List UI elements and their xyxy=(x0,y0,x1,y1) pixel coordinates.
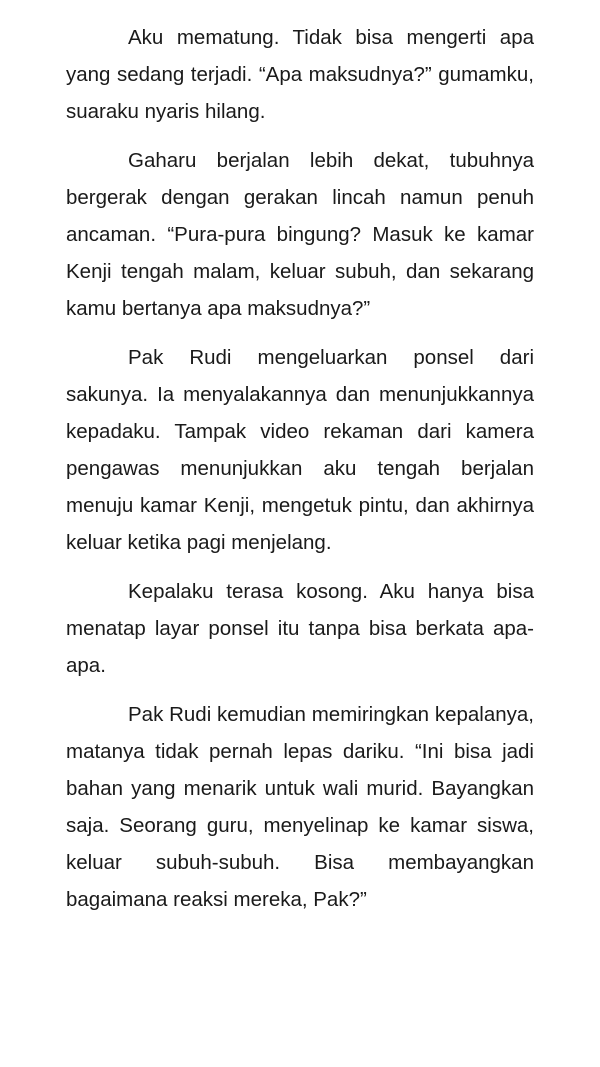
paragraph-4: Kepalaku terasa kosong. Aku hanya bisa menatap layar ponsel itu tanpa bisa berkata apa-apa. xyxy=(66,580,534,677)
paragraph-3: Pak Rudi mengeluarkan ponsel dari sakunya. Ia menyalakannya dan menunjukkannya kepadaku. Tampak video rekaman dari kamera pengawas menunjukkan aku tengah berjalan menuju kamar Kenji, mengetuk pintu, dan akhirnya keluar ketika pagi menjelang. xyxy=(66,346,534,554)
paragraph-5: Pak Rudi kemudian memiringkan kepalanya, matanya tidak pernah lepas dariku. “Ini bisa jadi bahan yang menarik untuk wali murid. Bayangkan saja. Seorang guru, menyelinap ke kamar siswa, keluar subuh-subuh. Bisa membayangkan bagaimana reaksi mereka, Pak?” xyxy=(66,703,534,911)
paragraph-2: Gaharu berjalan lebih dekat, tubuhnya bergerak dengan gerakan lincah namun penuh ancaman. “Pura-pura bingung? Masuk ke kamar Kenji tengah malam, keluar subuh, dan sekarang kamu bertanya apa maksudnya?” xyxy=(66,149,534,320)
paragraph-1: Aku mematung. Tidak bisa mengerti apa yang sedang terjadi. “Apa maksudnya?” gumamku, suaraku nyaris hilang. xyxy=(66,26,534,123)
